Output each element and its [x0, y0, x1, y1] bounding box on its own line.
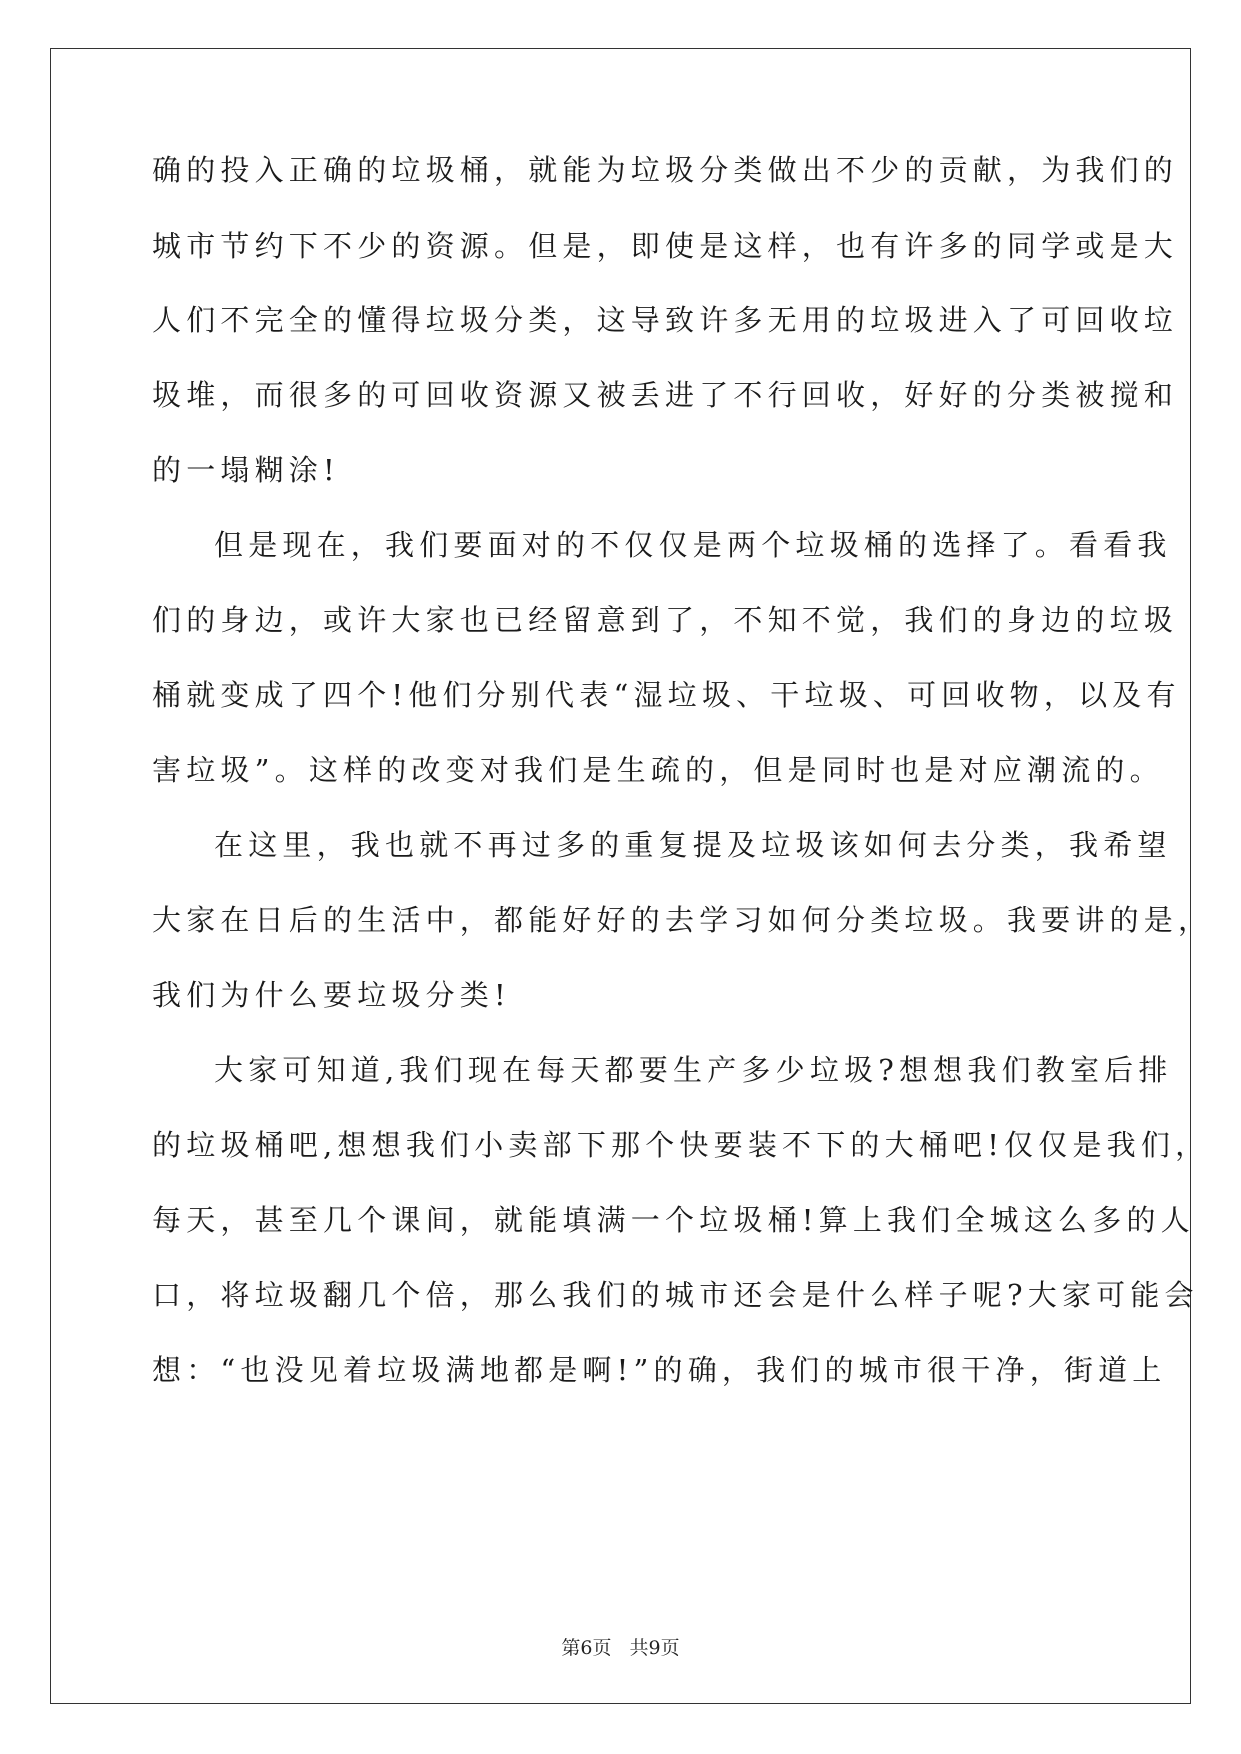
page-number: 第6页: [561, 1637, 612, 1659]
text-line: 口，将垃圾翻几个倍，那么我们的城市还会是什么样子呢?大家可能会: [152, 1278, 1199, 1312]
text-line: 大家可知道,我们现在每天都要生产多少垃圾?想想我们教室后排: [214, 1053, 1173, 1087]
text-line: 但是现在，我们要面对的不仅仅是两个垃圾桶的选择了。看看我: [214, 528, 1172, 562]
text-line: 们的身边，或许大家也已经留意到了，不知不觉，我们的身边的垃圾: [152, 603, 1179, 637]
text-line: 确的投入正确的垃圾桶，就能为垃圾分类做出不少的贡献，为我们的: [152, 153, 1179, 187]
text-line: 的一塌糊涂!: [152, 453, 340, 487]
text-line: 每天，甚至几个课间，就能填满一个垃圾桶!算上我们全城这么多的人: [152, 1203, 1195, 1237]
text-line: 在这里，我也就不再过多的重复提及垃圾该如何去分类，我希望: [214, 828, 1172, 862]
text-line: 城市节约下不少的资源。但是，即使是这样，也有许多的同学或是大: [152, 229, 1179, 263]
text-line: 桶就变成了四个!他们分别代表“湿垃圾、干垃圾、可回收物，以及有: [152, 678, 1181, 712]
page-footer: [0, 1636, 1241, 1660]
text-line: 大家在日后的生活中，都能好好的去学习如何分类垃圾。我要讲的是，: [152, 903, 1213, 937]
text-line: 害垃圾”。这样的改变对我们是生疏的，但是同时也是对应潮流的。: [152, 753, 1164, 787]
page-total: 共9页: [629, 1637, 680, 1659]
page-border: [50, 48, 1213, 1704]
text-line: 人们不完全的懂得垃圾分类，这导致许多无用的垃圾进入了可回收垃: [152, 303, 1179, 337]
text-line: 我们为什么要垃圾分类!: [152, 978, 511, 1012]
text-line: 圾堆，而很多的可回收资源又被丢进了不行回收，好好的分类被搅和: [152, 378, 1179, 412]
text-line: 想：“也没见着垃圾满地都是啊!”的确，我们的城市很干净，街道上: [152, 1353, 1167, 1387]
text-line: 的垃圾桶吧,想想我们小卖部下那个快要装不下的大桶吧!仅仅是我们，: [152, 1128, 1210, 1162]
